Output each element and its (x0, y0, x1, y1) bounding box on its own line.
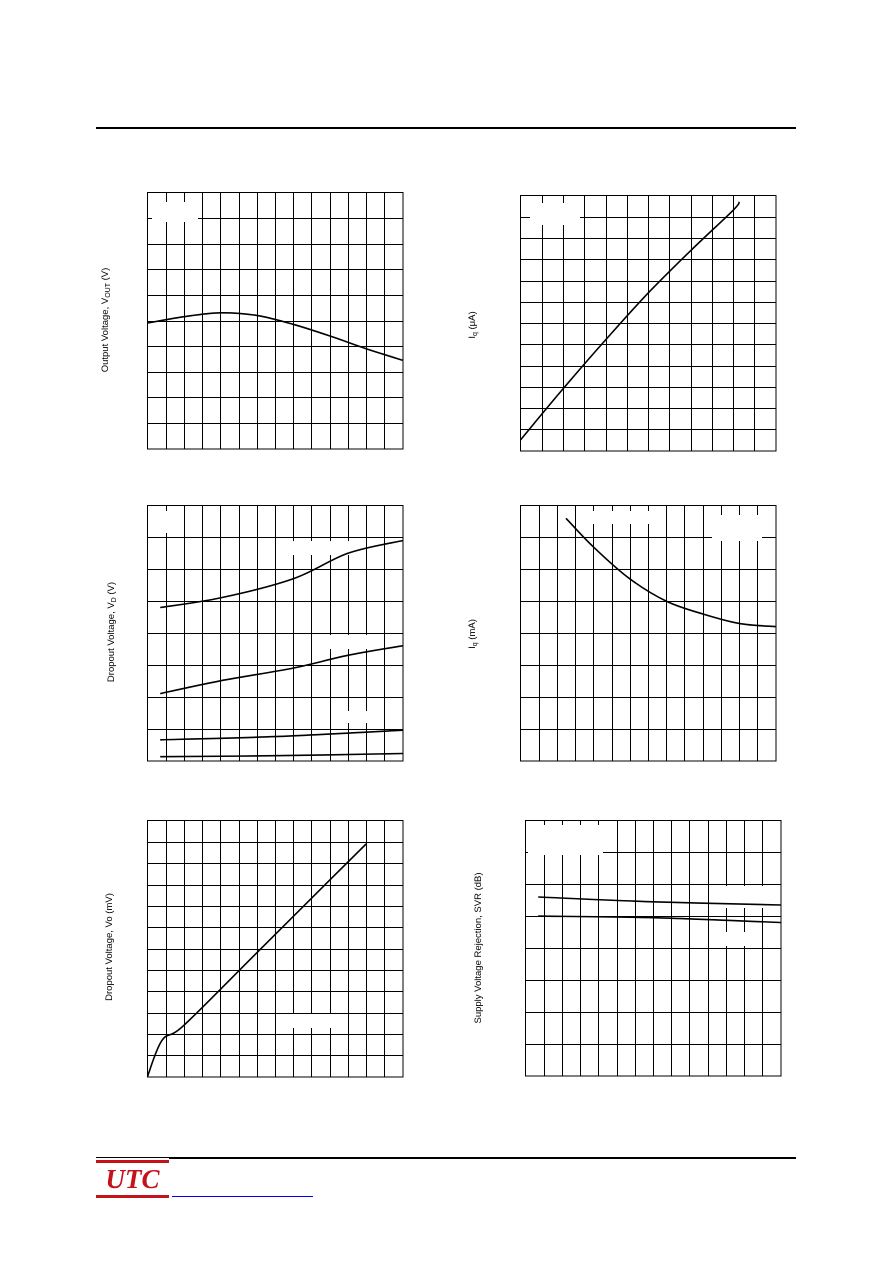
erased-label-area (530, 203, 580, 225)
erased-label-area (588, 511, 654, 524)
erased-label-area (287, 1014, 335, 1028)
ylabel-dropout-voltage-mv: Dropout Voltage, Vo (mV) (104, 893, 115, 1001)
ylabel-dropout-voltage-v: Dropout Voltage, $V_D$ (V) (106, 581, 118, 683)
ylabel-svr: Supply Voltage Rejection, SVR (dB) (473, 872, 484, 1024)
erased-label-area (721, 932, 751, 946)
erased-label-area (323, 635, 373, 649)
ylabel-output-voltage: Output Voltage, $V_{OUT}$ (V) (100, 267, 112, 373)
chart-quiescent-current-ua (520, 195, 777, 452)
footer-rule (96, 1157, 796, 1159)
chart-dropout-voltage-mv (147, 820, 404, 1078)
ylabel-iq-ma: $I_q$ (mA) (467, 619, 479, 649)
erased-label-area (343, 711, 379, 723)
utc-logo (96, 1158, 169, 1202)
series-line-1 (521, 202, 740, 440)
svg-text:UTC: UTC (105, 1164, 160, 1194)
ylabel-iq-ua: $I_q$ (μA) (467, 311, 479, 339)
erased-label-area (152, 202, 198, 222)
footer-website-link[interactable] (172, 1196, 313, 1197)
chart-supply-voltage-rejection (525, 820, 782, 1077)
erased-label-area (712, 515, 762, 541)
series-line-1 (148, 844, 367, 1077)
chart-dropout-voltage-v (147, 505, 404, 762)
header-rule (96, 127, 796, 129)
erased-label-area (528, 825, 603, 855)
chart-quiescent-current-ma (520, 505, 777, 762)
chart-output-voltage (147, 192, 404, 450)
erased-label-area (287, 541, 349, 555)
erased-label-area (152, 511, 180, 533)
